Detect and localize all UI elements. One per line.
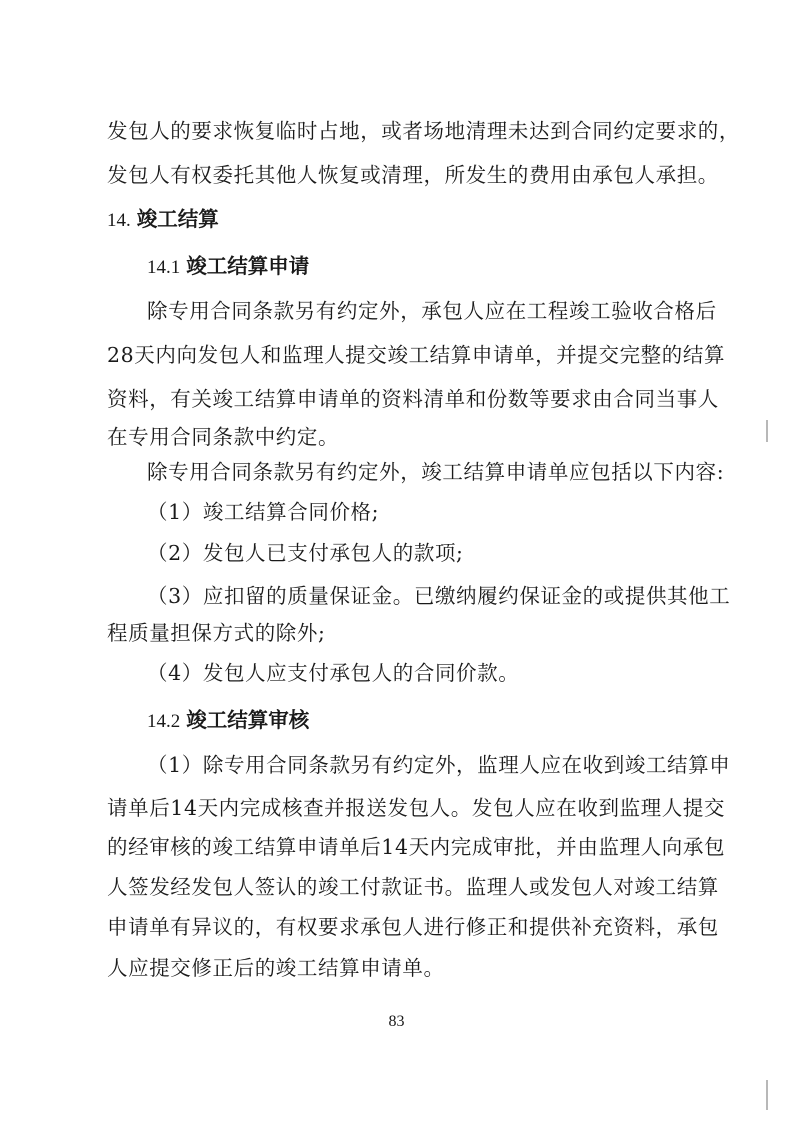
body-line: 人签发经发包人签认的竣工付款证书。监理人或发包人对竣工结算 [107,875,719,899]
body-line: 发包人有权委托其他人恢复或清理，所发生的费用由承包人承担。 [107,163,719,187]
subsection-number: 14.2 [147,711,181,732]
subsection-number: 14.1 [147,257,181,278]
body-line: 资料，有关竣工结算申请单的资料清单和份数等要求由合同当事人 [107,387,719,411]
list-item: （1）竣工结算合同价格; [147,500,380,524]
scan-edge-mark [766,420,768,442]
list-item: （3）应扣留的质量保证金。已缴纳履约保证金的或提供其他工 [147,584,731,608]
subsection-title: 竣工结算申请 [186,254,310,278]
page-number: 83 [388,1013,405,1030]
section-number: 14. [107,210,131,231]
body-line: 发包人的要求恢复临时占地，或者场地清理未达到合同约定要求的， [107,119,740,143]
subsection-heading-14-2 [147,707,309,735]
list-item: （2）发包人已支付承包人的款项; [147,541,464,565]
body-line: 除专用合同条款另有约定外，竣工结算申请单应包括以下内容: [147,460,725,484]
body-line: 人应提交修正后的竣工结算申请单。 [107,956,445,980]
scan-edge-mark [766,1080,768,1110]
body-line: 在专用合同条款中约定。 [107,425,340,449]
body-line: 请单后14天内完成核查并报送发包人。发包人应在收到监理人提交 [107,796,726,820]
list-item: 程质量担保方式的除外; [107,621,326,645]
body-line: （1）除专用合同条款另有约定外，监理人应在收到竣工结算申 [147,753,731,777]
body-line: 申请单有异议的，有权要求承包人进行修正和提供补充资料，承包 [107,915,719,939]
section-heading-14 [107,206,219,234]
list-item: （4）发包人应支付承包人的合同价款。 [147,661,520,685]
body-line: 除专用合同条款另有约定外，承包人应在工程竣工验收合格后 [147,299,717,323]
subsection-title: 竣工结算审核 [186,708,310,732]
section-title: 竣工结算 [136,207,219,231]
subsection-heading-14-1 [147,253,309,281]
body-line: 的经审核的竣工结算申请单后14天内完成审批，并由监理人向承包 [107,835,726,859]
body-line: 28天内向发包人和监理人提交竣工结算申请单，并提交完整的结算 [107,343,726,367]
